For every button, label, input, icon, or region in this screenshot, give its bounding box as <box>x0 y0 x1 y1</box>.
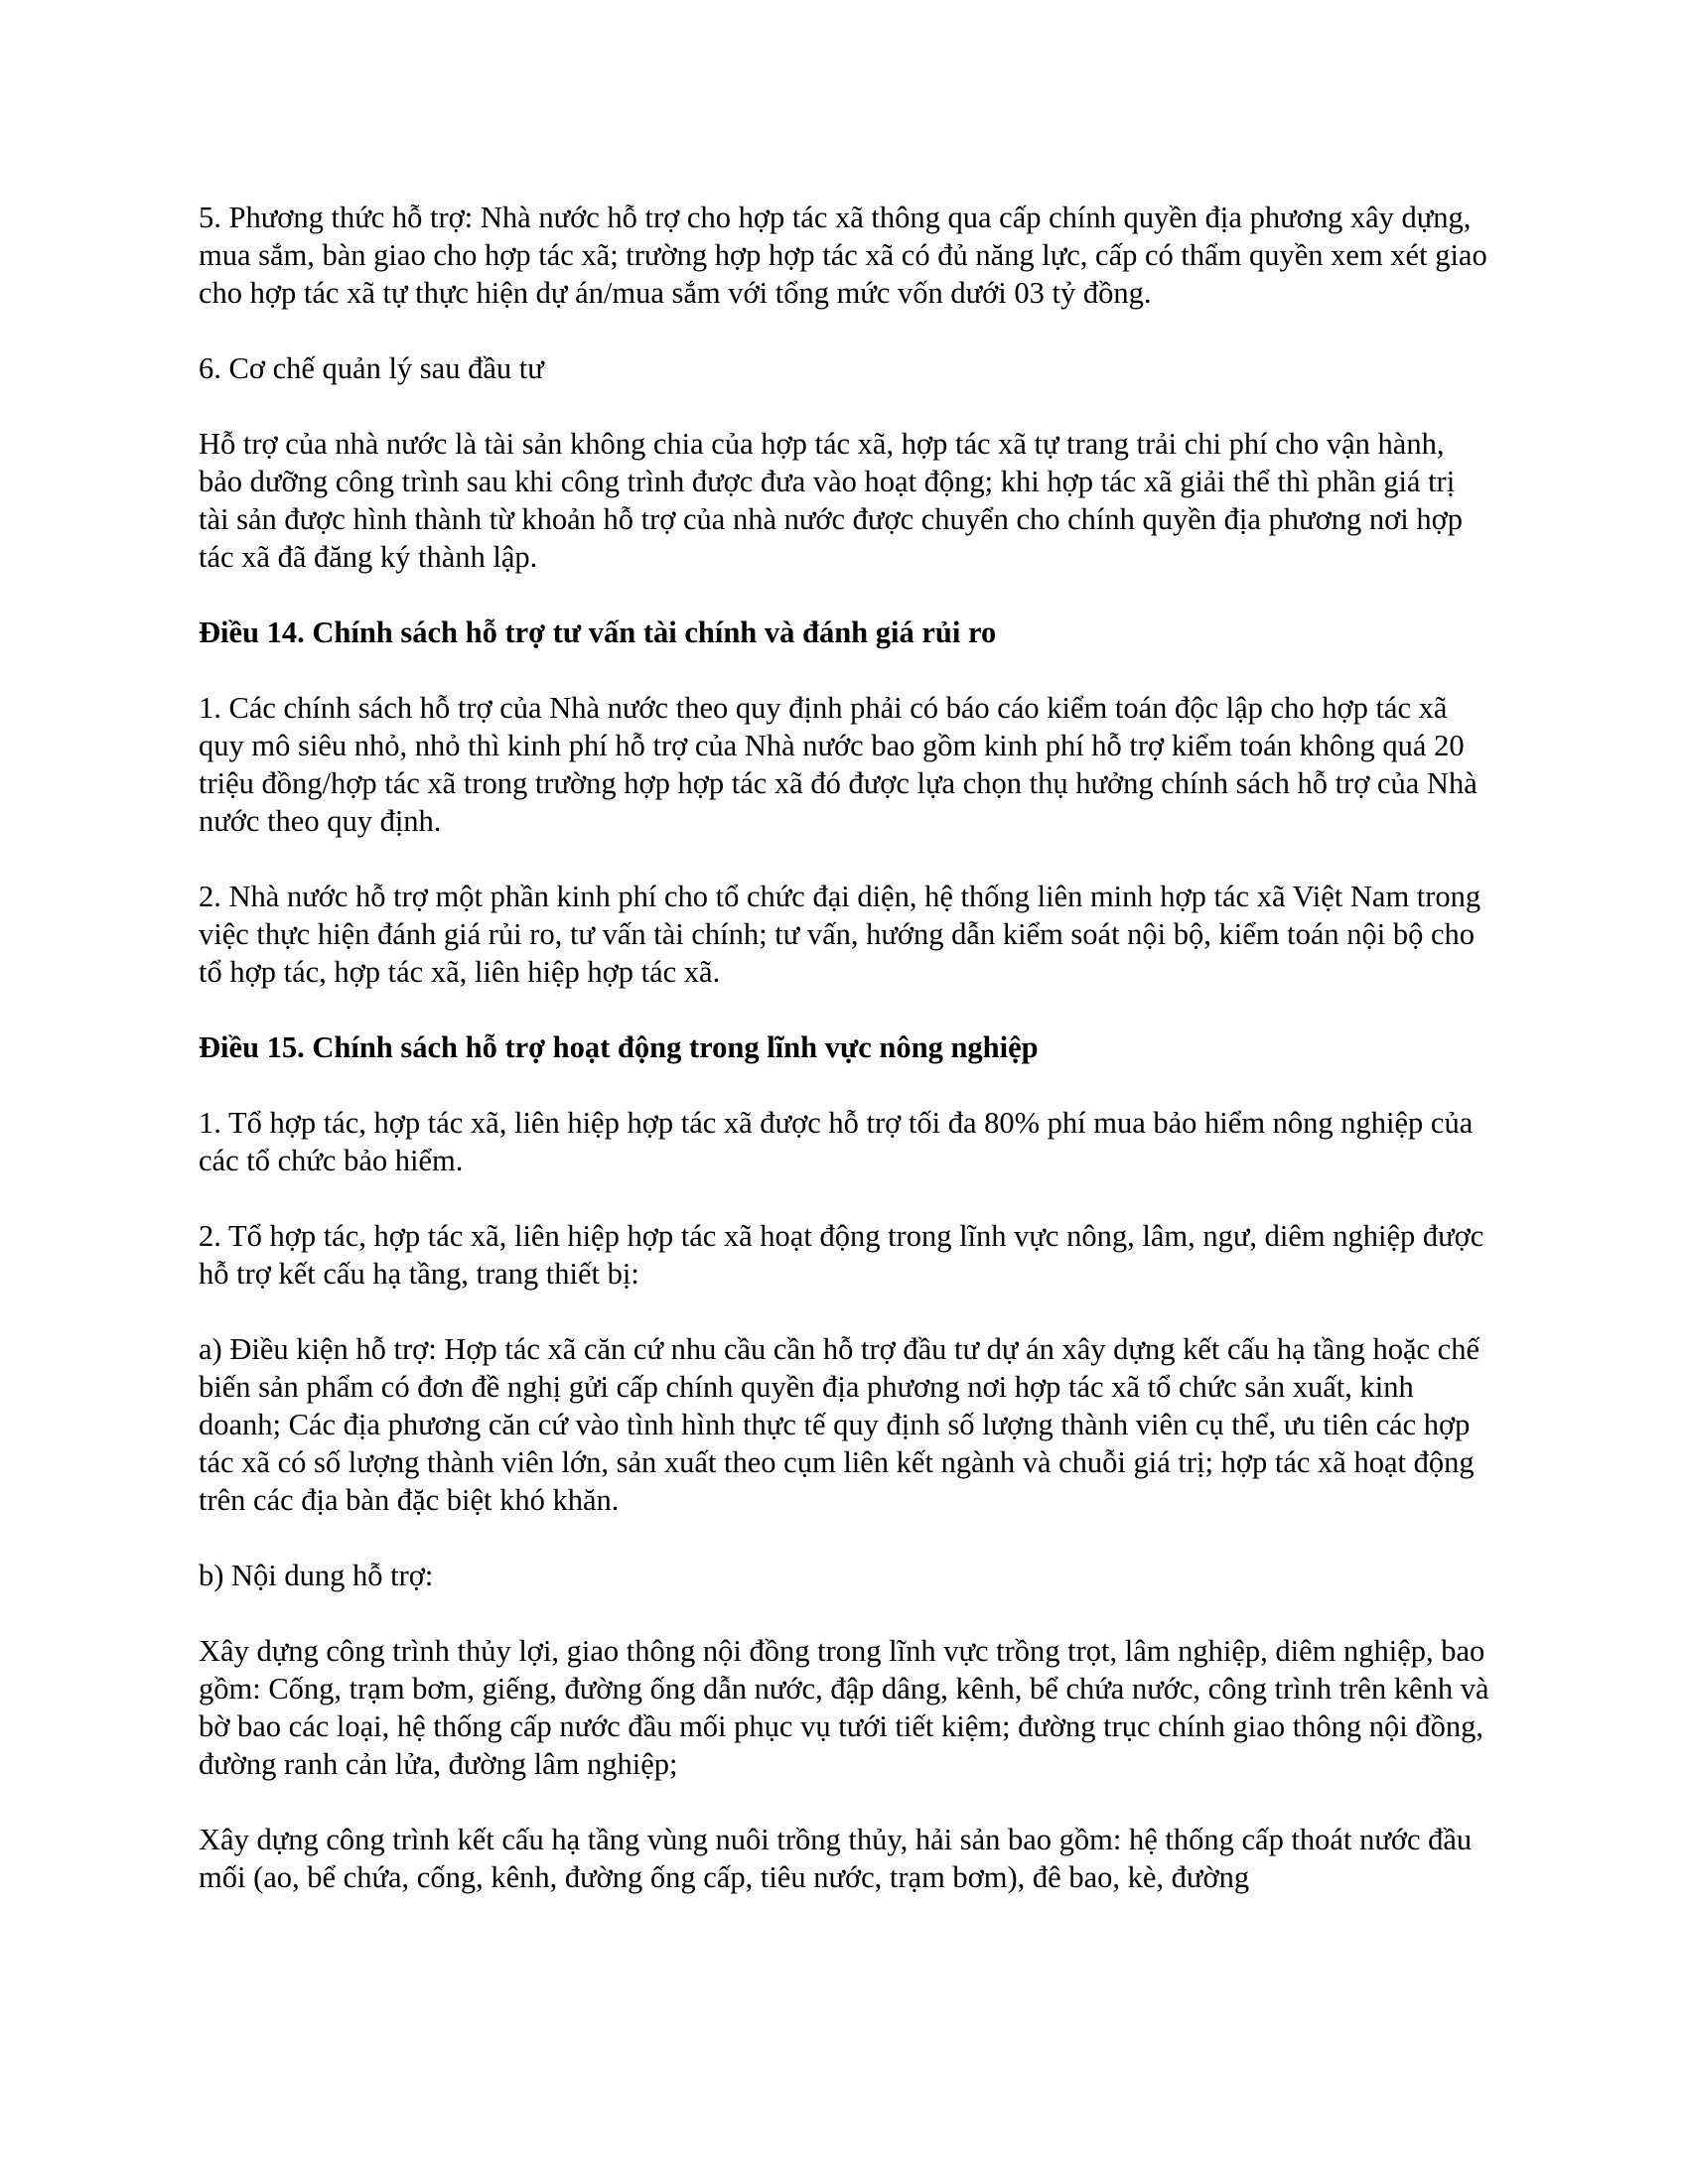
paragraph: Xây dựng công trình thủy lợi, giao thông nội đồng trong lĩnh vực trồng trọt, lâm nghiệp, diêm nghiệp, bao gồm: Cống, trạm bơm, giếng, đường ống dẫn nước, đập dâng, kênh, bể chứa nước, công trình trên kênh và bờ bao các loại, hệ thống cấp nước đầu mối phục vụ tưới tiết kiệm; đường trục chính giao thông nội đồng, đường ranh cản lửa, đường lâm nghiệp; <box>199 1634 1489 1781</box>
paragraph: 5. Phương thức hỗ trợ: Nhà nước hỗ trợ cho hợp tác xã thông qua cấp chính quyền địa phương xây dựng, mua sắm, bàn giao cho hợp tác xã; trường hợp hợp tác xã có đủ năng lực, cấp có thẩm quyền xem xét giao cho hợp tác xã tự thực hiện dự án/mua sắm với tổng mức vốn dưới 03 tỷ đồng. <box>199 201 1487 310</box>
document-page <box>199 199 1489 1934</box>
article-heading: Điều 14. Chính sách hỗ trợ tư vấn tài chính và đánh giá rủi ro <box>199 615 997 649</box>
paragraph: a) Điều kiện hỗ trợ: Hợp tác xã căn cứ nhu cầu cần hỗ trợ đầu tư dự án xây dựng kết cấu hạ tầng hoặc chế biến sản phẩm có đơn đề nghị gửi cấp chính quyền địa phương nơi hợp tác xã tổ chức sản xuất, kinh doanh; Các địa phương căn cứ vào tình hình thực tế quy định số lượng thành viên cụ thể, ưu tiên các hợp tác xã có số lượng thành viên lớn, sản xuất theo cụm liên kết ngành và chuỗi giá trị; hợp tác xã hoạt động trên các địa bàn đặc biệt khó khăn. <box>199 1332 1479 1517</box>
paragraph: Hỗ trợ của nhà nước là tài sản không chia của hợp tác xã, hợp tác xã tự trang trải chi phí cho vận hành, bảo dưỡng công trình sau khi công trình được đưa vào hoạt động; khi hợp tác xã giải thể thì phần giá trị tài sản được hình thành từ khoản hỗ trợ của nhà nước được chuyển cho chính quyền địa phương nơi hợp tác xã đã đăng ký thành lập. <box>199 427 1463 574</box>
paragraph: b) Nội dung hỗ trợ: <box>199 1559 434 1592</box>
paragraph: 6. Cơ chế quản lý sau đầu tư <box>199 351 544 385</box>
paragraph: 2. Nhà nước hỗ trợ một phần kinh phí cho tổ chức đại diện, hệ thống liên minh hợp tác xã Việt Nam trong việc thực hiện đánh giá rủi ro, tư vấn tài chính; tư vấn, hướng dẫn kiểm soát nội bộ, kiểm toán nội bộ cho tổ hợp tác, hợp tác xã, liên hiệp hợp tác xã. <box>199 880 1481 989</box>
paragraph: 1. Tổ hợp tác, hợp tác xã, liên hiệp hợp tác xã được hỗ trợ tối đa 80% phí mua bảo hiểm nông nghiệp của các tổ chức bảo hiểm. <box>199 1106 1474 1177</box>
paragraph: 1. Các chính sách hỗ trợ của Nhà nước theo quy định phải có báo cáo kiểm toán độc lập cho hợp tác xã quy mô siêu nhỏ, nhỏ thì kinh phí hỗ trợ của Nhà nước bao gồm kinh phí hỗ trợ kiểm toán không quá 20 triệu đồng/hợp tác xã trong trường hợp hợp tác xã đó được lựa chọn thụ hưởng chính sách hỗ trợ của Nhà nước theo quy định. <box>199 691 1477 838</box>
paragraph: Xây dựng công trình kết cấu hạ tầng vùng nuôi trồng thủy, hải sản bao gồm: hệ thống cấp thoát nước đầu mối (ao, bể chứa, cống, kênh, đường ống cấp, tiêu nước, trạm bơm), đê bao, kè, đường <box>199 1823 1473 1894</box>
paragraph: 2. Tổ hợp tác, hợp tác xã, liên hiệp hợp tác xã hoạt động trong lĩnh vực nông, lâm, ngư, diêm nghiệp được hỗ trợ kết cấu hạ tầng, trang thiết bị: <box>199 1219 1484 1291</box>
article-heading: Điều 15. Chính sách hỗ trợ hoạt động trong lĩnh vực nông nghiệp <box>199 1030 1039 1064</box>
